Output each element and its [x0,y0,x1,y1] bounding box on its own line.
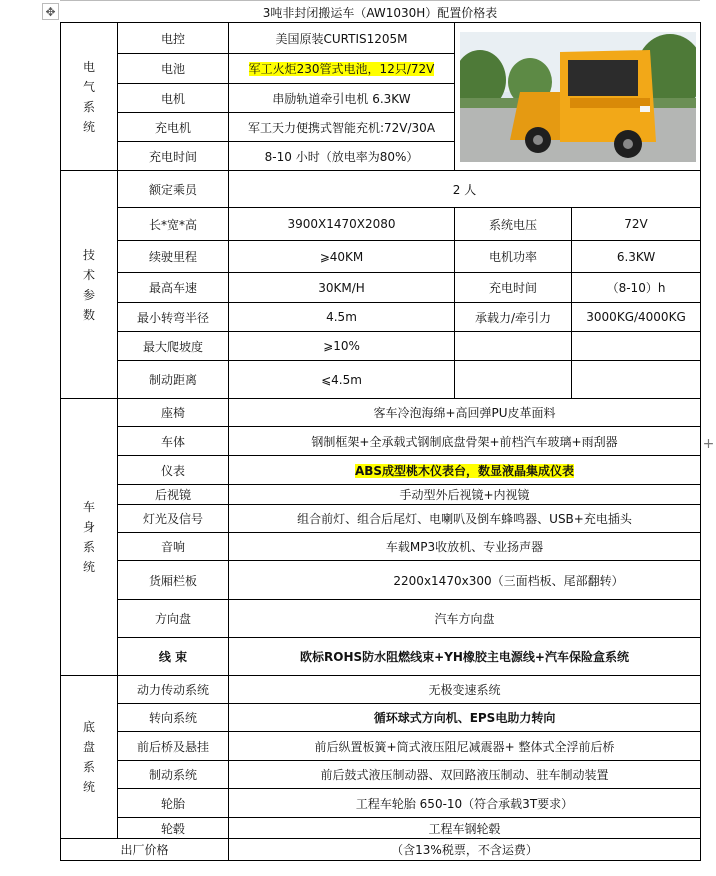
value-steering-system: 循环球式方向机、EPS电助力转向 [229,704,701,732]
label-vehicle-body: 车体 [118,427,229,456]
value-drivetrain: 无极变速系统 [229,676,701,704]
label-charge-time-2: 充电时间 [455,273,572,303]
table-row [61,303,701,332]
label-drivetrain: 动力传动系统 [118,676,229,704]
value-factory-price: （含13%税票，不含运费） [229,839,701,861]
section-electrical: 电 气 系 统 [61,23,118,171]
table-row [61,485,701,505]
table-row [61,704,701,732]
label-cargo-box: 货厢栏板 [118,561,229,600]
top-rule [60,0,700,3]
table-row [61,533,701,561]
battery-highlight: 军工火炬230管式电池，12只/72V [248,62,435,76]
value-wheel-hubs: 工程车钢轮毂 [229,818,701,839]
label-dimensions: 长*宽*高 [118,208,229,241]
vehicle-photo-cell [455,23,701,171]
table-move-handle-icon[interactable]: ✥ [42,3,59,20]
empty-cell [455,332,572,361]
label-controller: 电控 [118,23,229,54]
label-max-gradient: 最大爬坡度 [118,332,229,361]
table-row [61,208,701,241]
label-wiring: 线 束 [118,638,229,676]
table-row [61,789,701,818]
label-system-voltage: 系统电压 [455,208,572,241]
value-battery [229,54,455,84]
value-motor: 串励轨道牵引电机 6.3KW [229,84,455,113]
value-instrument [229,456,701,485]
value-vehicle-body: 钢制框架+全承载式钢制底盘骨架+前档汽车玻璃+雨刮器 [229,427,701,456]
value-motor-power: 6.3KW [572,241,701,273]
table-row [61,273,701,303]
label-braking-distance: 制动距离 [118,361,229,399]
value-audio: 车载MP3收放机、专业扬声器 [229,533,701,561]
label-charge-time: 充电时间 [118,142,229,171]
label-motor: 电机 [118,84,229,113]
label-wheel-hubs: 轮毂 [118,818,229,839]
label-seats: 座椅 [118,399,229,427]
table-row [61,456,701,485]
table-row [61,732,701,761]
value-controller: 美国原装CURTIS1205M [229,23,455,54]
value-steering-wheel: 汽车方向盘 [229,600,701,638]
label-range: 续驶里程 [118,241,229,273]
table-row [61,561,701,600]
value-rated-passengers: 2 人 [229,171,701,208]
vehicle-photo [460,32,696,162]
value-braking-system: 前后鼓式液压制动器、双回路液压制动、驻车制动装置 [229,761,701,789]
label-battery: 电池 [118,54,229,84]
label-max-speed: 最高车速 [118,273,229,303]
table-row [61,427,701,456]
label-axles-suspension: 前后桥及悬挂 [118,732,229,761]
value-charge-time: 8-10 小时（放电率为80%） [229,142,455,171]
spec-table [60,22,701,861]
label-charger: 充电机 [118,113,229,142]
empty-cell [455,361,572,399]
table-row [61,761,701,789]
table-row [61,332,701,361]
value-charge-time-2: （8-10）h [572,273,701,303]
table-row [61,638,701,676]
label-tires: 轮胎 [118,789,229,818]
label-lights: 灯光及信号 [118,505,229,533]
value-cargo-box: 2200x1470x300（三面档板、尾部翻转） [229,561,701,600]
table-row [61,839,701,861]
label-steering-wheel: 方向盘 [118,600,229,638]
value-max-speed: 30KM/H [229,273,455,303]
value-tires: 工程车轮胎 650-10（符合承载3T要求） [229,789,701,818]
label-factory-price: 出厂价格 [61,839,229,861]
section-technical: 技 术 参 数 [61,171,118,399]
label-motor-power: 电机功率 [455,241,572,273]
table-row [61,818,701,839]
value-lights: 组合前灯、组合后尾灯、电喇叭及倒车蜂鸣器、USB+充电插头 [229,505,701,533]
table-row [61,505,701,533]
value-dimensions: 3900X1470X2080 [229,208,455,241]
value-max-gradient: ⩾10% [229,332,455,361]
empty-cell [572,332,701,361]
value-seats: 客车冷泡海绵+高回弹PU皮革面料 [229,399,701,427]
label-rated-passengers: 额定乘员 [118,171,229,208]
value-load-capacity: 3000KG/4000KG [572,303,701,332]
table-row [61,600,701,638]
page-title: 3吨非封闭搬运车（AW1030H）配置价格表 [262,6,498,20]
label-audio: 音响 [118,533,229,561]
value-wiring: 欧标ROHS防水阻燃线束+YH橡胶主电源线+汽车保险盒系统 [229,638,701,676]
value-system-voltage: 72V [572,208,701,241]
table-row [61,361,701,399]
label-steering-system: 转向系统 [118,704,229,732]
add-column-icon[interactable]: + [702,436,715,452]
label-load-capacity: 承载力/牵引力 [455,303,572,332]
label-braking-system: 制动系统 [118,761,229,789]
value-axles-suspension: 前后纵置板簧+筒式液压阻尼减震器+ 整体式全浮前后桥 [229,732,701,761]
table-row [61,23,701,54]
instrument-highlight: ABS成型桃木仪表台，数显液晶集成仪表 [354,463,575,478]
label-instrument: 仪表 [118,456,229,485]
table-row [61,241,701,273]
value-turning-radius: 4.5m [229,303,455,332]
section-body: 车 身 系 统 [61,399,118,676]
table-row [61,399,701,427]
empty-cell [572,361,701,399]
value-range: ⩾40KM [229,241,455,273]
value-mirrors: 手动型外后视镜+内视镜 [229,485,701,505]
section-chassis: 底 盘 系 统 [61,676,118,839]
table-row [61,171,701,208]
value-charger: 军工天力便携式智能充机:72V/30A [229,113,455,142]
value-braking-distance: ⩽4.5m [229,361,455,399]
label-turning-radius: 最小转弯半径 [118,303,229,332]
table-row [61,676,701,704]
label-mirrors: 后视镜 [118,485,229,505]
